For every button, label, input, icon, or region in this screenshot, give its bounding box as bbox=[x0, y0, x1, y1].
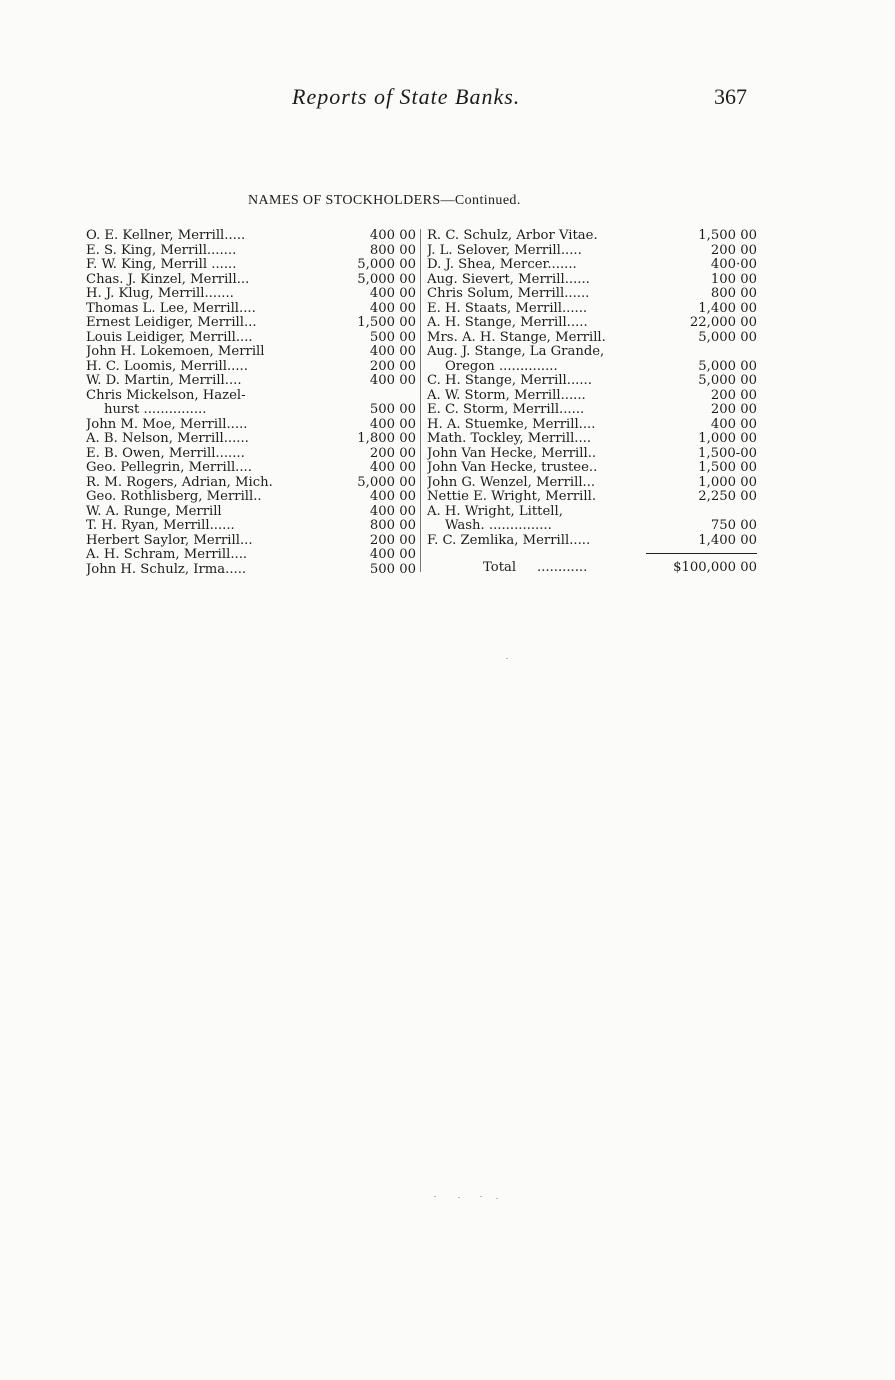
stockholder-name: A. H. Wright, Littell, bbox=[427, 504, 563, 519]
stockholder-row bbox=[427, 447, 757, 462]
stockholder-amount: 1,400 00 bbox=[698, 532, 757, 548]
paper-speck bbox=[434, 1196, 436, 1197]
stockholder-name: John G. Wenzel, Merrill... bbox=[427, 475, 596, 490]
stockholder-amount: 400 00 bbox=[369, 489, 416, 504]
stockholder-row bbox=[427, 331, 757, 346]
stockholder-amount: 500 00 bbox=[369, 329, 416, 345]
stockholder-name: F. C. Zemlika, Merrill..... bbox=[427, 533, 591, 548]
stockholder-row bbox=[427, 418, 757, 433]
stockholder-row bbox=[427, 287, 757, 302]
section-title: NAMES OF STOCKHOLDERS—Continued. bbox=[248, 193, 521, 208]
total-value: $100,000 00 bbox=[673, 560, 757, 575]
stockholder-name: A. W. Storm, Merrill...... bbox=[427, 388, 586, 403]
stockholder-row bbox=[86, 244, 416, 259]
stockholder-name: Nettie E. Wright, Merrill. bbox=[427, 490, 597, 504]
stockholder-amount: 2,250 00 bbox=[698, 489, 757, 504]
total-rule bbox=[646, 553, 757, 554]
stockholder-name: Ernest Leidiger, Merrill... bbox=[86, 316, 257, 330]
stockholder-amount: 400 00 bbox=[369, 286, 416, 301]
stockholder-row bbox=[427, 244, 757, 259]
stockholder-name: A. H. Schram, Merrill.... bbox=[86, 548, 248, 562]
stockholder-row bbox=[86, 490, 416, 505]
stockholder-row bbox=[427, 403, 757, 418]
stockholder-amount: 1,800 00 bbox=[357, 431, 416, 446]
stockholder-row bbox=[427, 432, 757, 447]
stockholder-row bbox=[86, 287, 416, 302]
stockholder-row bbox=[86, 519, 416, 534]
stockholder-row bbox=[427, 229, 757, 244]
stockholder-amount: 800 00 bbox=[369, 518, 416, 533]
stockholder-name: Chas. J. Kinzel, Merrill... bbox=[86, 272, 250, 287]
stockholder-amount: 5,000 00 bbox=[698, 373, 757, 388]
stockholder-amount: 5,000 00 bbox=[698, 358, 757, 374]
stockholder-amount: 400 00 bbox=[369, 344, 416, 359]
stockholder-amount: 400 00 bbox=[369, 460, 416, 475]
stockholder-name: T. H. Ryan, Merrill...... bbox=[86, 519, 235, 533]
stockholder-row bbox=[86, 418, 416, 433]
stockholder-name: C. H. Stange, Merrill...... bbox=[427, 374, 592, 388]
stockholder-row bbox=[427, 316, 757, 331]
stockholder-row bbox=[86, 374, 416, 389]
stockholder-amount: 400 00 bbox=[369, 300, 416, 316]
stockholder-name: Math. Tockley, Merrill.... bbox=[427, 432, 592, 446]
stockholder-name: F. W. King, Merrill ...... bbox=[86, 258, 237, 272]
stockholder-row bbox=[86, 461, 416, 476]
stockholder-row bbox=[86, 345, 416, 360]
stockholder-name: R. C. Schulz, Arbor Vitae. bbox=[427, 229, 598, 243]
paper-speck bbox=[496, 1198, 498, 1199]
running-head: Reports of State Banks. bbox=[292, 84, 521, 109]
column-divider bbox=[420, 229, 421, 572]
stockholder-name: R. M. Rogers, Adrian, Mich. bbox=[86, 475, 273, 490]
stockholder-row bbox=[427, 534, 757, 549]
total-label: Total bbox=[483, 560, 517, 575]
stockholder-row bbox=[427, 461, 757, 476]
stockholder-amount: 200 00 bbox=[710, 242, 757, 258]
stockholder-name: J. L. Selover, Merrill..... bbox=[427, 243, 582, 258]
stockholder-name: A. H. Stange, Merrill..... bbox=[427, 316, 588, 330]
stockholder-amount: 400 00 bbox=[710, 416, 757, 432]
stockholder-row bbox=[427, 273, 757, 288]
stockholder-amount: 400 00 bbox=[369, 503, 416, 519]
stockholder-name: hurst ............... bbox=[104, 403, 207, 417]
stockholder-name: Louis Leidiger, Merrill.... bbox=[86, 330, 253, 345]
stockholder-row bbox=[86, 302, 416, 317]
stockholder-row bbox=[86, 273, 416, 288]
stockholder-amount: 5,000 00 bbox=[357, 271, 416, 287]
stockholder-amount: 400·00 bbox=[710, 257, 757, 272]
stockholder-amount: 1,400 00 bbox=[698, 300, 757, 316]
stockholder-amount: 200 00 bbox=[369, 358, 416, 374]
stockholder-amount: 1,000 00 bbox=[698, 431, 757, 446]
page-number: 367 bbox=[714, 84, 747, 109]
stockholder-amount: 1,500 00 bbox=[698, 460, 757, 475]
stockholder-amount: 1,500 00 bbox=[698, 228, 757, 243]
stockholder-row bbox=[427, 302, 757, 317]
stockholder-row bbox=[86, 476, 416, 491]
stockholder-amount: 800 00 bbox=[710, 286, 757, 301]
stockholder-amount: 500 00 bbox=[369, 402, 416, 417]
stockholder-name: John H. Lokemoen, Merrill bbox=[86, 345, 265, 359]
stockholder-row bbox=[427, 490, 757, 505]
stockholder-amount: 400 00 bbox=[369, 416, 416, 432]
stockholder-row bbox=[86, 316, 416, 331]
stockholder-row bbox=[427, 374, 757, 389]
stockholder-row bbox=[86, 534, 416, 549]
stockholder-amount: 400 00 bbox=[369, 228, 416, 243]
stockholder-row bbox=[86, 229, 416, 244]
stockholder-row bbox=[86, 331, 416, 346]
stockholder-row bbox=[427, 345, 757, 360]
stockholder-amount: 5,000 00 bbox=[357, 474, 416, 490]
stockholder-amount: 1,500 00 bbox=[357, 315, 416, 330]
stockholder-amount: 200 00 bbox=[369, 532, 416, 548]
stockholder-amount: 400 00 bbox=[369, 547, 416, 562]
stockholder-row bbox=[427, 505, 757, 520]
stockholder-amount: 500 00 bbox=[369, 561, 416, 577]
stockholder-amount: 5,000 00 bbox=[357, 257, 416, 272]
stockholder-name: John M. Moe, Merrill..... bbox=[86, 417, 248, 432]
stockholder-name: Chris Mickelson, Hazel- bbox=[86, 388, 246, 403]
stockholder-row bbox=[86, 563, 416, 578]
stockholder-name: H. J. Klug, Merrill....... bbox=[86, 287, 234, 301]
stockholder-row bbox=[427, 258, 757, 273]
stockholders-right-column bbox=[427, 229, 757, 548]
stockholder-amount: 5,000 00 bbox=[698, 329, 757, 345]
stockholder-name: Herbert Saylor, Merrill... bbox=[86, 533, 253, 548]
stockholder-name: W. A. Runge, Merrill bbox=[86, 504, 222, 519]
stockholder-name: Thomas L. Lee, Merrill.... bbox=[86, 301, 256, 316]
stockholder-name: Aug. Sievert, Merrill...... bbox=[427, 272, 590, 287]
stockholder-name: H. C. Loomis, Merrill..... bbox=[86, 359, 248, 374]
stockholder-name: John H. Schulz, Irma..... bbox=[86, 562, 247, 577]
total-row bbox=[427, 560, 757, 575]
stockholder-name: W. D. Martin, Merrill.... bbox=[86, 374, 242, 388]
stockholder-name: O. E. Kellner, Merrill..... bbox=[86, 229, 246, 243]
stockholder-row bbox=[86, 505, 416, 520]
stockholder-name: E. S. King, Merrill....... bbox=[86, 243, 237, 258]
stockholder-row bbox=[86, 432, 416, 447]
stockholder-name: Chris Solum, Merrill...... bbox=[427, 287, 590, 301]
paper-speck bbox=[506, 658, 508, 659]
stockholder-row bbox=[427, 389, 757, 404]
stockholder-name: Mrs. A. H. Stange, Merrill. bbox=[427, 330, 606, 345]
stockholder-name: Geo. Pellegrin, Merrill.... bbox=[86, 461, 252, 475]
stockholder-name: Oregon .............. bbox=[445, 359, 558, 374]
stockholder-amount: 800 00 bbox=[369, 242, 416, 258]
stockholder-name: E. H. Staats, Merrill...... bbox=[427, 301, 588, 316]
stockholder-row bbox=[427, 476, 757, 491]
stockholder-amount: 200 00 bbox=[369, 445, 416, 461]
stockholder-name: E. B. Owen, Merrill....... bbox=[86, 446, 245, 461]
stockholder-name: E. C. Storm, Merrill...... bbox=[427, 403, 585, 417]
stockholder-amount: 200 00 bbox=[710, 402, 757, 417]
stockholder-amount: 100 00 bbox=[710, 271, 757, 287]
stockholders-left-column bbox=[86, 229, 416, 577]
stockholder-row bbox=[86, 447, 416, 462]
stockholder-amount: 1,000 00 bbox=[698, 474, 757, 490]
stockholder-row bbox=[86, 548, 416, 563]
paper-speck bbox=[458, 1197, 460, 1198]
stockholder-amount: 200 00 bbox=[710, 387, 757, 403]
stockholder-name: Wash. ............... bbox=[445, 519, 552, 533]
stockholder-row bbox=[86, 389, 416, 404]
paper-speck bbox=[480, 1196, 482, 1197]
stockholder-row bbox=[427, 360, 757, 375]
stockholder-row bbox=[86, 360, 416, 375]
stockholder-name: John Van Hecke, Merrill.. bbox=[427, 446, 597, 461]
stockholder-row bbox=[86, 403, 416, 418]
stockholder-name: Geo. Rothlisberg, Merrill.. bbox=[86, 490, 262, 504]
stockholder-amount: 22,000 00 bbox=[689, 315, 757, 330]
stockholder-row bbox=[427, 519, 757, 534]
stockholder-name: John Van Hecke, trustee.. bbox=[427, 461, 598, 475]
stockholder-name: D. J. Shea, Mercer....... bbox=[427, 258, 577, 272]
stockholder-name: A. B. Nelson, Merrill...... bbox=[86, 432, 249, 446]
stockholder-row bbox=[86, 258, 416, 273]
stockholder-amount: 400 00 bbox=[369, 373, 416, 388]
total-leader-dots: ............ bbox=[537, 560, 588, 575]
stockholder-name: Aug. J. Stange, La Grande, bbox=[427, 345, 605, 359]
stockholder-amount: 750 00 bbox=[710, 518, 757, 533]
stockholder-amount: 1,500-00 bbox=[698, 445, 757, 461]
stockholder-name: H. A. Stuemke, Merrill.... bbox=[427, 417, 596, 432]
